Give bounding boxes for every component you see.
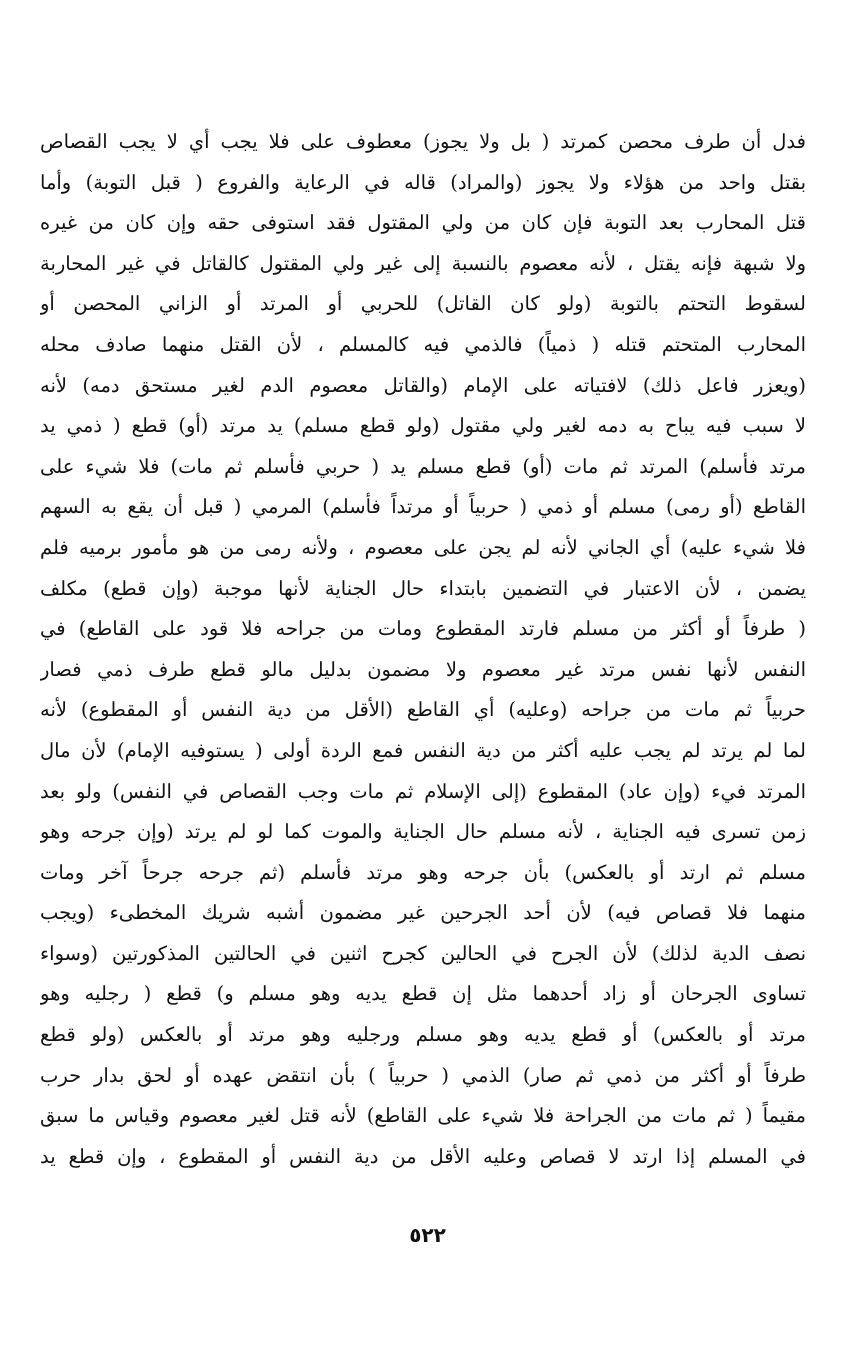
text-line: فلا شيء عليه) أي الجاني لأنه لم يجن على معصوم ، ولأنه رمى من هو مأمور برميه فلم [40, 535, 806, 559]
text-line: ( طرفاً أو أكثر من مسلم فارتد المقطوع ومات من جراحه فلا قود على القاطع) في [40, 617, 806, 641]
text-line: تساوى الجرحان أو زاد أحدهما مثل إن قطع يديه وهو مسلم و) قطع ( رجليه وهو [40, 982, 806, 1006]
text-line: زمن تسرى فيه الجناية ، لأنه مسلم حال الجناية والموت كما لو لم يرتد (وإن جرحه وهو [40, 820, 806, 844]
text-line: مرتد أو بالعكس) أو قطع يديه وهو مسلم ورجليه وهو مرتد أو بالعكس (ولو قطع [40, 1023, 806, 1047]
text-line: طرفاً أو أكثر من ذمي ثم صار) الذمي ( حربياً ) بأن انتقض عهده أو لحق بدار حرب [40, 1063, 806, 1087]
text-line: النفس لأنها نفس مرتد غير معصوم ولا مضمون بدليل مالو قطع طرف ذمي فصار [40, 657, 806, 681]
text-line: بقتل واحد من هؤلاء ولا يجوز (والمراد) قاله في الرعاية والفروع ( قبل التوبة) وأما [40, 170, 806, 194]
text-line: فدل أن طرف محصن كمرتد ( بل ولا يجوز) معطوف على فلا يجب أي لا يجب القصاص [40, 130, 806, 153]
text-line: في المسلم إذا ارتد لا قصاص وعليه الأقل من دية النفس أو المقطوع ، وإن قطع يد [40, 1144, 806, 1168]
text-line: قتل المحارب بعد التوبة فإن كان من ولي المقتول فقد استوفى حقه وإن كان من غيره [40, 211, 806, 235]
text-line: لما لم يرتد لم يجب عليه أكثر من دية النفس فمع الردة أولى ( يستوفيه الإمام) لأن مال [40, 738, 806, 762]
text-line: لا سبب فيه يباح به دمه لغير ولي مقتول (ولو قطع مسلم) يد مرتد (أو) قطع ( ذمي يد [40, 414, 806, 438]
text-line: يضمن ، لأن الاعتبار في التضمين بابتداء حال الجناية لأنها موجبة (وإن قطع) مكلف [40, 576, 806, 600]
text-line: منهما فلا قصاص فيه) لأن أحد الجرحين غير مضمون أشبه شريك المخطىء (ويجب [40, 901, 806, 925]
text-line: (ويعزر فاعل ذلك) لافتياته على الإمام (والقاتل معصوم الدم لغير مستحق دمه) لأنه [40, 373, 806, 397]
text-line: لسقوط التحتم بالتوبة (ولو كان القاتل) للحربي أو المرتد أو الزاني المحصن أو [40, 292, 806, 316]
text-line: مسلم ثم ارتد أو بالعكس) بأن جرحه وهو مرتد فأسلم (ثم جرحه جرحاً آخر ومات [40, 860, 806, 884]
text-line: ولا شبهة فإنه يقتل ، لأنه معصوم بالنسبة إلى غير ولي المقتول كالقاتل في غير المحاربة [40, 251, 806, 275]
text-line: المحارب المتحتم قتله ( ذمياً) فالذمي فيه كالمسلم ، لأن القتل منهما صادف محله [40, 332, 806, 356]
text-line: حربياً ثم مات من جراحه (وعليه) أي القاطع (الأقل من دية النفس أو المقطوع) لأنه [40, 698, 806, 722]
text-line: المرتد فيء (وإن عاد) المقطوع (إلى الإسلام ثم مات وجب القصاص في النفس) ولو بعد [40, 779, 806, 803]
page-number: ٥٢٢ [409, 1223, 446, 1247]
text-line: نصف الدية لذلك) لأن الجرح في الحالين كجرح اثنين في الحالتين المذكورتين (وسواء [40, 941, 806, 965]
text-line: مرتد فأسلم) المرتد ثم مات (أو) قطع مسلم يد ( حربي فأسلم ثم مات) فلا شيء على [40, 454, 806, 478]
body-text [40, 122, 806, 1177]
text-line: مقيماً ( ثم مات من الجراحة فلا شيء على القاطع) لأنه قتل لغير معصوم وقياس ما سبق [40, 1104, 806, 1128]
text-line: القاطع (أو رمى) مسلم أو ذمي ( حربياً أو مرتداً فأسلم) المرمي ( قبل أن يقع به السهم [40, 495, 806, 519]
